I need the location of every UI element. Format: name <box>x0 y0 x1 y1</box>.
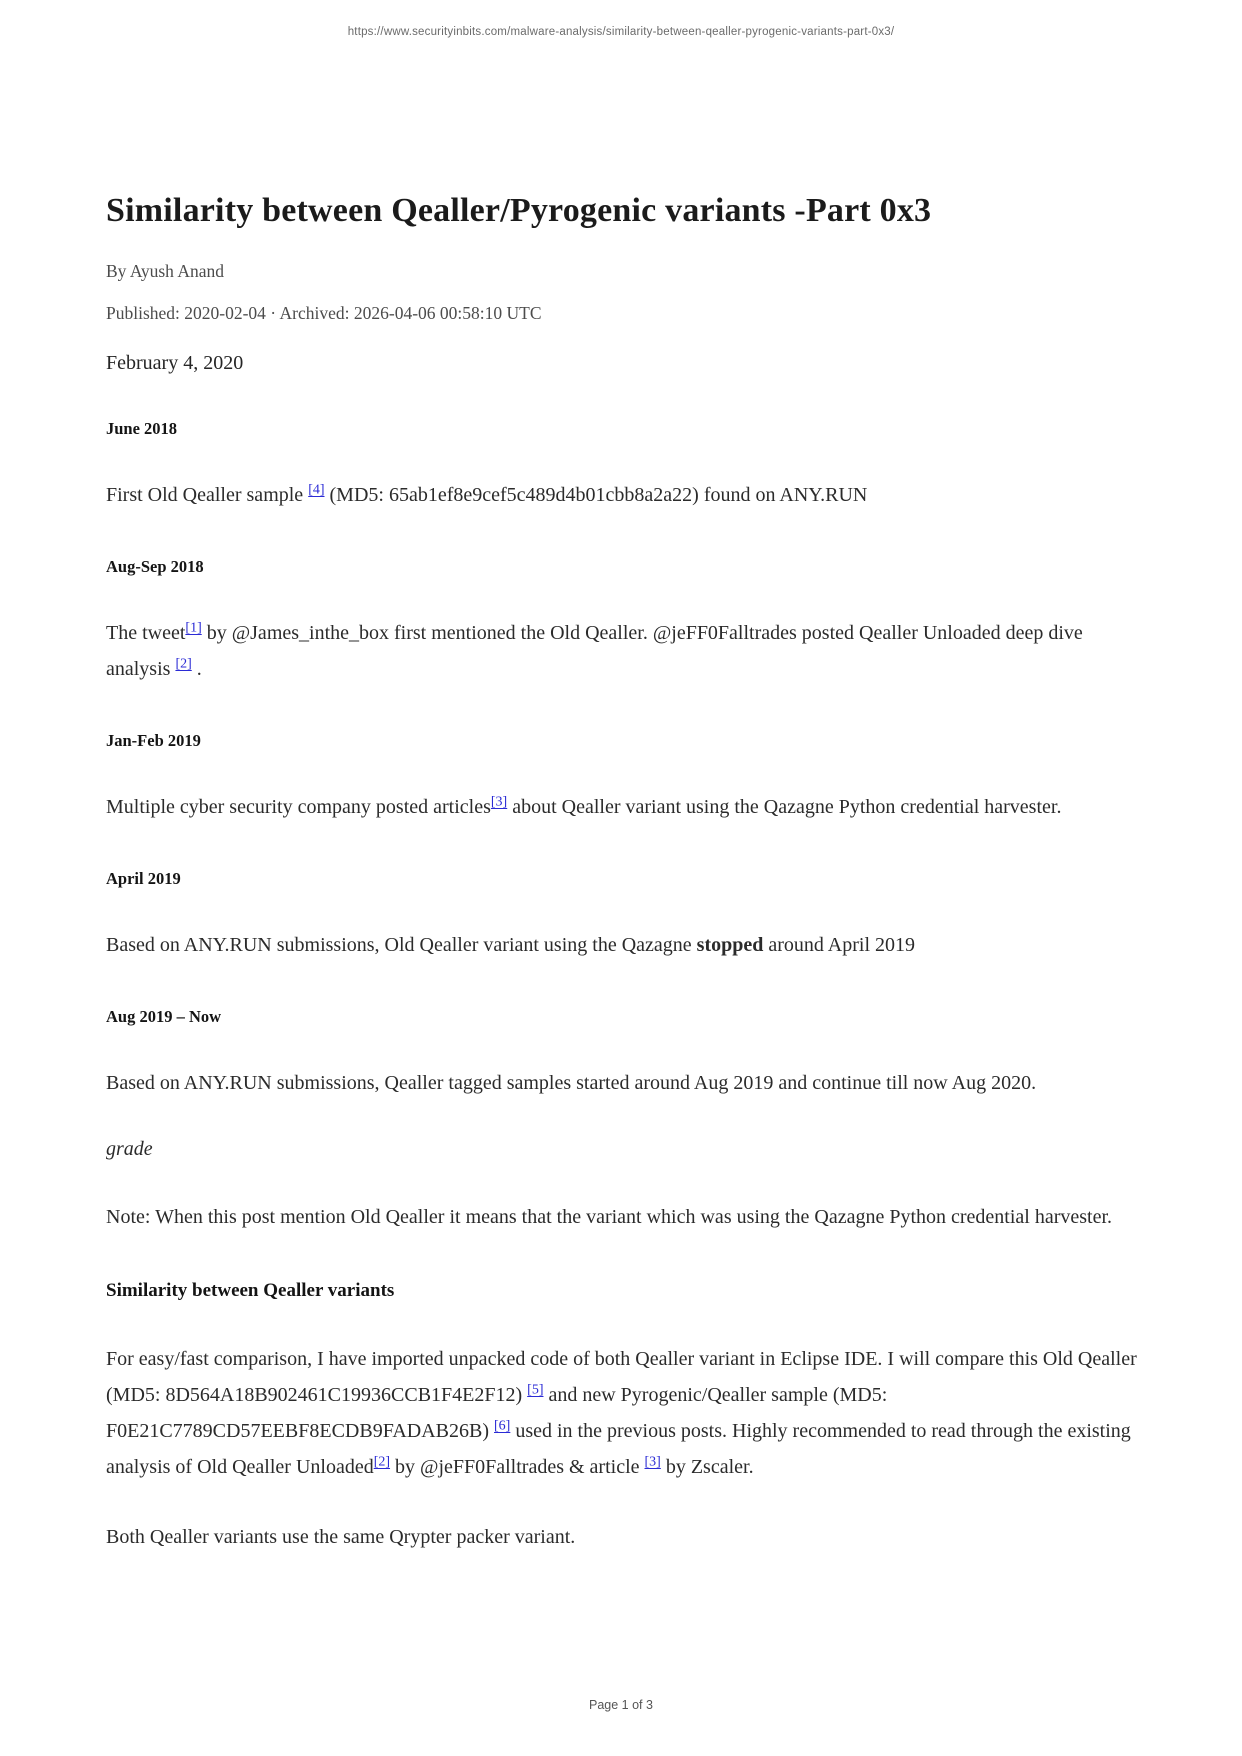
comparison-paragraph <box>106 1341 1138 1485</box>
ref-link-6[interactable]: [6] <box>494 1418 511 1434</box>
paragraph-june-2018 <box>106 477 1138 513</box>
text-run: around April 2019 <box>763 934 916 956</box>
text-run: The tweet <box>106 622 186 644</box>
paragraph-aug-sep-2018 <box>106 615 1138 687</box>
paragraph-april-2019 <box>106 927 1138 963</box>
grade-label: grade <box>106 1138 153 1160</box>
subheading-similarity-between-qealler-variants: Similarity between Qealler variants <box>106 1280 395 1301</box>
text-run: For easy/fast comparison, I have imported unpacked code of both Qealler variant in Eclipse IDE. I will compare this Old Qealler (MD5: 8D564A18B902461C19936CCB1F4E2F12) <box>106 1348 1137 1406</box>
text-run: and new Pyrogenic/Qealler sample (MD5: F0E21C7789CD57EEBF8ECDB9FADAB26B) <box>106 1384 888 1442</box>
note-paragraph: Note: When this post mention Old Qealler it means that the variant which was using the Qazagne Python credential harvester. <box>106 1206 1113 1228</box>
text-run: by Zscaler. <box>660 1456 754 1478</box>
text-run: . <box>191 658 202 680</box>
ref-link-1[interactable]: [1] <box>185 620 202 636</box>
article-dateline: February 4, 2020 <box>106 352 244 374</box>
paragraph-aug-2019-now <box>106 1065 1138 1101</box>
text-run: used in the previous posts. Highly recommended to read through the existing analysis of Old Qealler Unloaded <box>106 1420 1131 1478</box>
closing-paragraph: Both Qealler variants use the same Qrypter packer variant. <box>106 1526 576 1548</box>
article-body <box>106 0 1138 1555</box>
article-meta-published-archived: Published: 2020-02-04 · Archived: 2026-04-06 00:58:10 UTC <box>106 303 542 323</box>
ref-link-2[interactable]: [2] <box>175 656 192 672</box>
text-run: (MD5: 65ab1ef8e9cef5c489d4b01cbb8a2a22) found on ANY.RUN <box>324 484 868 506</box>
article-byline: By Ayush Anand <box>106 261 224 281</box>
ref-link-4[interactable]: [4] <box>308 482 325 498</box>
heading-aug-sep-2018: Aug-Sep 2018 <box>106 557 204 576</box>
ref-link-2-second[interactable]: [2] <box>373 1454 391 1470</box>
text-run: about Qealler variant using the Qazagne Python credential harvester. <box>507 796 1062 818</box>
heading-jan-feb-2019: Jan-Feb 2019 <box>106 731 201 750</box>
text-run: First Old Qealler sample <box>106 484 309 506</box>
heading-aug-2019-now: Aug 2019 – Now <box>106 1007 222 1026</box>
text-run: by @jeFF0Falltrades & article <box>390 1456 645 1478</box>
paragraph-jan-feb-2019 <box>106 789 1138 825</box>
bold-text-stopped: stopped <box>696 934 764 956</box>
ref-link-3-second[interactable]: [3] <box>644 1454 661 1470</box>
ref-link-5[interactable]: [5] <box>527 1382 544 1398</box>
text-run: Multiple cyber security company posted articles <box>106 796 491 818</box>
heading-april-2019: April 2019 <box>106 869 181 888</box>
text-run: Based on ANY.RUN submissions, Qealler tagged samples started around Aug 2019 and continue till now Aug 2020. <box>106 1072 1037 1094</box>
text-run: by @James_inthe_box first mentioned the Old Qealler. @jeFF0Falltrades posted Qealler Unloaded deep dive analysis <box>106 622 1083 680</box>
page-number-footer: Page 1 of 3 <box>589 1698 653 1712</box>
heading-june-2018: June 2018 <box>106 419 178 438</box>
page-url-header: https://www.securityinbits.com/malware-analysis/similarity-between-qealler-pyrogenic-variants-part-0x3/ <box>347 26 895 38</box>
article-title: Similarity between Qealler/Pyrogenic variants -Part 0x3 <box>106 192 932 229</box>
text-run: Based on ANY.RUN submissions, Old Qealler variant using the Qazagne <box>106 934 697 956</box>
ref-link-3[interactable]: [3] <box>490 794 508 810</box>
